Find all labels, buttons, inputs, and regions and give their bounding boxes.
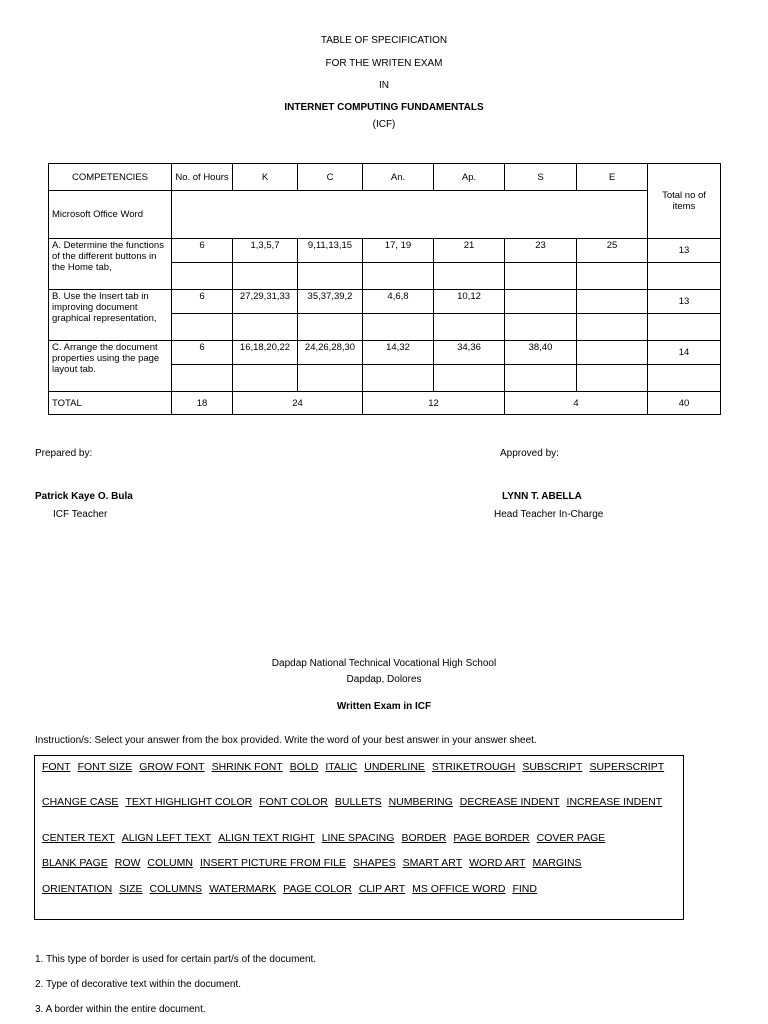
competency-c: C. Arrange the document properties using the page layout tab. [49,341,172,392]
approved-name: LYNN T. ABELLA [502,491,582,502]
word-item: ALIGN TEXT RIGHT [218,832,315,844]
word-row-5 [42,883,544,895]
approved-label: Approved by: [500,448,559,459]
cell-s: 38,40 [505,341,577,365]
total-hours: 18 [172,392,233,415]
prepared-label: Prepared by: [35,448,93,459]
cell-k: 1,3,5,7 [233,239,298,263]
total-se: 4 [505,392,648,415]
word-row-1 [42,761,671,773]
total-anap: 12 [363,392,505,415]
word-item: PAGE COLOR [283,883,352,895]
word-item: SMART ART [402,857,463,869]
word-item: COLUMNS [149,883,203,895]
word-item: BULLETS [334,796,382,808]
header-an: An. [363,164,434,191]
word-item: STRIKETROUGH [431,761,516,773]
cell-total: 13 [648,239,721,263]
cell-total: 14 [648,341,721,365]
word-item: FIND [512,883,537,895]
table-row [49,341,721,365]
word-item: SHAPES [352,857,396,869]
cell-an: 14,32 [363,341,434,365]
header-competencies: COMPETENCIES [49,164,172,191]
word-item: CHANGE CASE [42,796,119,808]
word-item: BLANK PAGE [42,857,108,869]
header-e: E [577,164,648,191]
prepared-title: ICF Teacher [53,509,108,520]
cell-hours: 6 [172,239,233,263]
word-item: ALIGN LEFT TEXT [121,832,212,844]
table-total-row [49,392,721,415]
word-item: INCREASE INDENT [566,796,663,808]
section-label: Microsoft Office Word [49,191,172,239]
cell-ap: 10,12 [434,290,505,314]
word-item: COLUMN [147,857,193,869]
word-item: MS OFFICE WORD [412,883,506,895]
word-item: BORDER [401,832,447,844]
header-ap: Ap. [434,164,505,191]
word-item: SIZE [119,883,143,895]
cell-s [505,290,577,314]
cell-ap: 21 [434,239,505,263]
cell-an: 4,6,8 [363,290,434,314]
approved-title: Head Teacher In-Charge [494,509,604,520]
question-3: 3. A border within the entire document. [35,1004,206,1015]
header-c: C [298,164,363,191]
total-label: TOTAL [49,392,172,415]
cell-k: 16,18,20,22 [233,341,298,365]
instructions: Instruction/s: Select your answer from the box provided. Write the word of your best answer in your answer sheet. [35,735,537,746]
word-item: ORIENTATION [42,883,113,895]
school-name: Dapdap National Technical Vocational High School [271,658,497,669]
cell-e [577,341,648,365]
cell-c: 35,37,39,2 [298,290,363,314]
header-total-items: Total no of items [648,164,721,239]
question-1: 1. This type of border is used for certain part/s of the document. [35,954,317,965]
doc-title-line2: FOR THE WRITEN EXAM [325,58,443,69]
word-item: SHRINK FONT [211,761,283,773]
cell-hours: 6 [172,341,233,365]
word-item: UNDERLINE [364,761,425,773]
word-item: CLIP ART [358,883,406,895]
word-item: INSERT PICTURE FROM FILE [199,857,346,869]
header-k: K [233,164,298,191]
cell-s: 23 [505,239,577,263]
word-item: NUMBERING [388,796,453,808]
word-item: MARGINS [532,857,582,869]
total-items: 40 [648,392,721,415]
cell-hours: 6 [172,290,233,314]
header-s: S [505,164,577,191]
word-row-3 [42,832,612,844]
cell-total: 13 [648,290,721,314]
header-hours: No. of Hours [172,164,233,191]
doc-title-line1: TABLE OF SPECIFICATION [320,35,448,46]
word-item: GROW FONT [139,761,205,773]
word-item: ROW [114,857,141,869]
word-item: CENTER TEXT [42,832,115,844]
word-item: FONT [42,761,71,773]
cell-an: 17, 19 [363,239,434,263]
word-item: BOLD [289,761,319,773]
word-item: SUPERSCRIPT [589,761,665,773]
word-item: COVER PAGE [536,832,606,844]
table-row [49,239,721,263]
doc-title-line3: IN [379,80,389,91]
exam-title: Written Exam in ICF [336,701,432,712]
cell-e [577,290,648,314]
word-row-2 [42,796,669,808]
school-address: Dapdap, Dolores [346,674,422,685]
table-row [49,290,721,314]
prepared-name: Patrick Kaye O. Bula [35,491,133,502]
table-section-row [49,191,721,239]
cell-k: 27,29,31,33 [233,290,298,314]
word-item: TEXT HIGHLIGHT COLOR [125,796,253,808]
word-item: ITALIC [325,761,358,773]
cell-c: 24,26,28,30 [298,341,363,365]
word-item: WATERMARK [209,883,277,895]
cell-c: 9,11,13,15 [298,239,363,263]
competency-b: B. Use the Insert tab in improving document graphical representation, [49,290,172,341]
word-item: WORD ART [469,857,526,869]
word-item: LINE SPACING [321,832,395,844]
word-item: FONT COLOR [259,796,328,808]
doc-subject: INTERNET COMPUTING FUNDAMENTALS [284,102,484,113]
word-item: FONT SIZE [77,761,133,773]
cell-ap: 34,36 [434,341,505,365]
word-item: DECREASE INDENT [459,796,560,808]
specification-table [48,163,721,415]
cell-e: 25 [577,239,648,263]
question-2: 2. Type of decorative text within the document. [35,979,242,990]
doc-subject-abbrev: (ICF) [372,119,396,130]
competency-a: A. Determine the functions of the different buttons in the Home tab, [49,239,172,290]
word-item: SUBSCRIPT [522,761,583,773]
word-item: PAGE BORDER [453,832,530,844]
total-kc: 24 [233,392,363,415]
word-row-4 [42,857,589,869]
table-header-row [49,164,721,191]
